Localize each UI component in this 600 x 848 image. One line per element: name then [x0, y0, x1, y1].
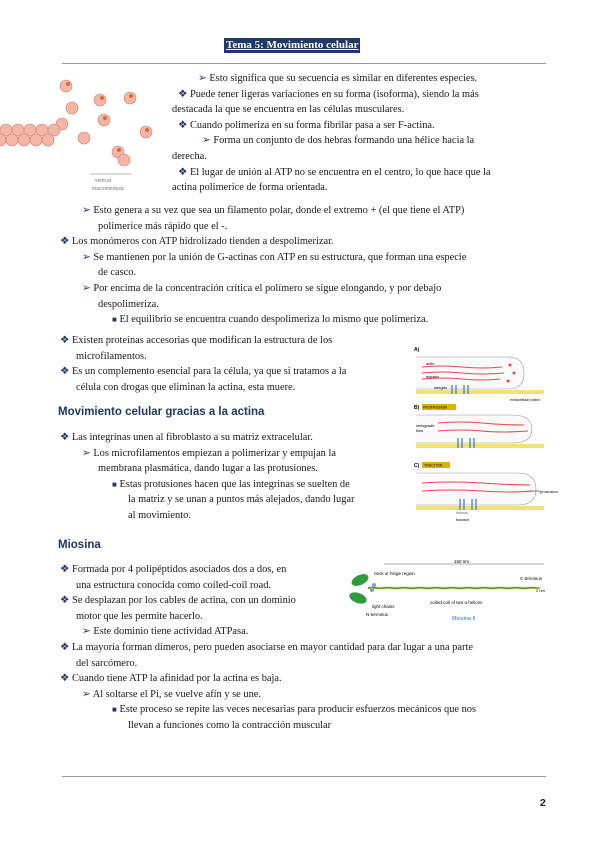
actin-properties-block: [172, 71, 552, 196]
myosin-heads: [348, 572, 370, 606]
footer-divider: [62, 776, 546, 777]
list-item-continuation: derecha.: [172, 150, 207, 162]
flow-label: flow: [416, 428, 424, 433]
list-item-continuation: polimerice más rápido que el -.: [98, 220, 228, 232]
protrusion-label: protrusion: [540, 489, 558, 494]
figure-caption-1: vertical: [95, 178, 111, 184]
list-item: ❖ Puede tener ligeras variaciones en su forma (isoforma), siendo la más: [178, 88, 479, 100]
panel-c-label: C): [414, 463, 420, 469]
panel-a-label: A): [414, 347, 420, 353]
protrusion-box-label: PROTRUSION: [423, 405, 447, 410]
diamond-icon: ❖: [60, 432, 70, 443]
list-item: ❖ Formada por 4 polipéptidos asociados dos a dos, en: [60, 564, 287, 575]
list-item: ➢ Se mantienen por la unión de G-actinas con ATP en su estructura, que forman una especie: [82, 251, 467, 263]
myosin-function-block: [60, 640, 550, 734]
diamond-icon: ❖: [60, 642, 70, 653]
list-item: ❖ Los monómeros con ATP hidrolizado tienden a despolimerizar.: [60, 236, 334, 248]
list-item: ➢ Por encima de la concentración crítica el polímero se sigue elongando, y por debajo: [82, 282, 442, 294]
diamond-icon: ❖: [60, 673, 70, 685]
coiled-coil-label: coiled-coil of two α helices: [430, 600, 483, 605]
arrow-icon: ➢: [198, 73, 207, 84]
panel-b-label: B): [414, 405, 420, 411]
myosin-structure-block: [60, 562, 355, 640]
list-item-continuation: despolimeriza.: [98, 298, 159, 310]
n-terminus-label: N-terminus: [366, 612, 389, 617]
arrow-icon: ➢: [82, 282, 91, 294]
list-item: ➢ Esto genera a su vez que sea un filamento polar, donde el extremo + (el que tiene el ATP): [82, 205, 465, 216]
arrow-icon: ➢: [82, 251, 91, 263]
arrow-icon: ➢: [82, 205, 91, 216]
page-title: Tema 5: Movimiento celular: [226, 39, 359, 51]
myosin-ii-figure: [348, 558, 550, 624]
list-item: ■ El equilibrio se encuentra cuando despolimeriza lo mismo que polimeriza.: [112, 314, 429, 326]
diamond-icon: ❖: [178, 166, 188, 178]
list-item: ➢ Este dominio tiene actividad ATPasa.: [82, 626, 249, 638]
list-item-continuation: actina polimerice de forma orientada.: [172, 182, 328, 194]
arrow-icon: ➢: [82, 447, 91, 459]
retrograde-label: retrograde: [416, 423, 435, 428]
actin-label: actin: [426, 361, 435, 366]
ecm-label: extracellular matrix: [510, 398, 541, 402]
diamond-icon: ❖: [60, 236, 70, 248]
list-item-continuation: microfilamentos.: [76, 350, 147, 362]
cell-migration-figure: [412, 343, 558, 533]
figure-caption-2: macromedusa: [92, 186, 124, 192]
square-icon: ■: [112, 479, 117, 489]
list-item: ❖ Existen proteínas accesorias que modifican la estructura de los: [60, 335, 333, 346]
square-icon: ■: [112, 315, 117, 325]
arrow-icon: ➢: [202, 135, 211, 147]
list-item-continuation: membrana plasmática, dando lugar a las protusiones.: [98, 463, 318, 475]
traction-label: traction: [456, 517, 470, 522]
list-item: ❖ La mayoría forman dímeros, pero pueden asociarse en mayor cantidad para dar lugar a una parte: [60, 642, 473, 653]
section-heading-miosina: Miosina: [58, 539, 101, 551]
diamond-icon: ❖: [60, 366, 70, 378]
myosin-name-label: Miosina II: [452, 616, 476, 622]
myosin-label: myosin: [426, 374, 439, 379]
actin-monomer-figure: [0, 76, 162, 196]
list-item-continuation: al movimiento.: [128, 509, 191, 521]
arrow-icon: ➢: [82, 688, 91, 700]
actin-polymerization-block: [60, 203, 550, 328]
list-item: ❖ Cuando polimeriza en su forma fibrilar pasa a ser F-actina.: [178, 119, 435, 131]
length-label: 150 nm: [454, 559, 470, 564]
traction-box-label: TRACTION: [424, 463, 443, 468]
accessory-proteins-block: [60, 333, 405, 395]
page-number: 2: [540, 797, 546, 809]
list-item-continuation: motor que les permite hacerlo.: [76, 610, 203, 622]
section-heading-actina: Movimiento celular gracias a la actina: [58, 406, 265, 418]
width-label: 2 nm: [536, 588, 545, 593]
list-item: ❖ Se desplazan por los cables de actina, con un dominio: [60, 595, 296, 607]
list-item: ➢ Esto significa que su secuencia es similar en diferentes especies.: [198, 73, 478, 84]
diamond-icon: ❖: [178, 88, 188, 100]
list-item-continuation: del sarcómero.: [76, 657, 138, 669]
list-item-continuation: destacada la que se encuentra en las células musculares.: [172, 104, 405, 116]
list-item: ➢ Forma un conjunto de dos hebras formando una hélice hacia la: [202, 135, 475, 147]
list-item: ■ Este proceso se repite las veces necesarias para producir esfuerzos mecánicos que nos: [112, 704, 477, 716]
diamond-icon: ❖: [60, 595, 70, 607]
list-item-continuation: la matriz y se unan a puntos más alejados, dando lugar: [128, 494, 355, 506]
list-item-continuation: de casco.: [98, 267, 137, 279]
list-item: ➢ Los microfilamentos empiezan a polimerizar y empujan la: [82, 447, 336, 459]
header-divider: [62, 63, 546, 64]
list-item-continuation: llevan a funciones como la contracción muscular: [128, 719, 332, 731]
integrin-label: integrin: [434, 385, 448, 390]
list-item: ❖ El lugar de unión al ATP no se encuentra en el centro, lo que hace que la: [178, 166, 491, 178]
ecm-bar: [416, 390, 544, 394]
list-item: ❖ Cuando tiene ATP la afinidad por la actina es baja.: [60, 673, 282, 685]
neck-label: neck or hinge region: [374, 571, 415, 576]
light-chains-label: light chains: [372, 604, 395, 609]
list-item: ➢ Al soltarse el Pi, se vuelve afín y se une.: [82, 688, 261, 700]
c-terminus-label: C-terminus: [520, 576, 543, 581]
list-item: ❖ Las integrinas unen al fibroblasto a su matriz extracelular.: [60, 432, 313, 443]
diamond-icon: ❖: [178, 119, 188, 131]
list-item-continuation: una estructura conocida como coiled-coil road.: [76, 579, 272, 591]
cell-movement-block: [60, 430, 405, 524]
diamond-icon: ❖: [60, 335, 70, 346]
list-item: ■ Estas protusiones hacen que las integrinas se suelten de: [112, 478, 350, 490]
arrow-icon: ➢: [82, 626, 91, 638]
diamond-icon: ❖: [60, 564, 70, 575]
list-item: ❖ Es un complemento esencial para la célula, ya que si tratamos a la: [60, 366, 347, 378]
list-item-continuation: célula con drogas que eliminan la actina, esta muere.: [76, 381, 296, 393]
square-icon: ■: [112, 705, 117, 715]
